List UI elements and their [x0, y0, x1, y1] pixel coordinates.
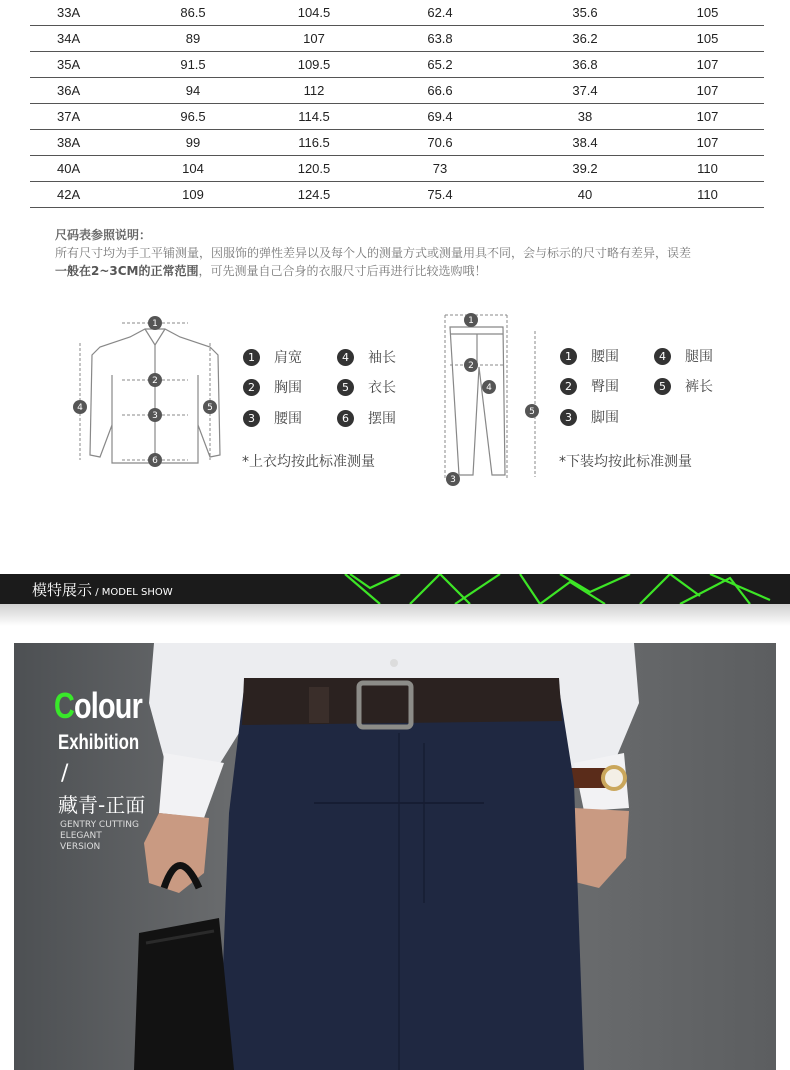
svg-text:3: 3	[450, 475, 456, 485]
svg-text:4: 4	[77, 403, 83, 413]
shirt-legend-label: 袖长	[368, 350, 396, 366]
number-badge: 3	[560, 409, 577, 426]
table-cell: 73	[432, 161, 448, 176]
table-row	[30, 78, 764, 104]
number-badge: 5	[654, 378, 671, 395]
heading-slash: /	[61, 761, 69, 786]
size-table	[30, 0, 764, 208]
table-cell: 114.5	[298, 109, 330, 124]
table-cell: 86.5	[180, 5, 206, 20]
banner-shadow	[0, 604, 790, 626]
table-cell: 107	[696, 109, 719, 124]
table-cell: 63.8	[427, 31, 453, 46]
shirt-legend-6	[337, 408, 396, 428]
number-badge: 2	[243, 379, 260, 396]
pants-legend-label: 裤长	[685, 379, 713, 395]
pants-legend-label: 腿围	[685, 349, 713, 365]
table-cell: 75.4	[427, 187, 453, 202]
table-cell: 89	[185, 31, 201, 46]
tagline-line: VERSION	[60, 842, 101, 852]
shirt-legend-5	[337, 377, 396, 397]
shirt-legend-label: 摆围	[368, 411, 396, 427]
table-row	[30, 130, 764, 156]
table-row	[30, 0, 764, 26]
model-show-banner	[0, 574, 790, 604]
number-badge: 2	[560, 378, 577, 395]
table-row	[30, 26, 764, 52]
table-cell: 109.5	[297, 57, 331, 72]
number-badge: 4	[337, 349, 354, 366]
pants-legend-1	[560, 346, 619, 366]
colour-heading	[54, 685, 142, 727]
table-cell: 38	[577, 109, 593, 124]
pants-footnote: *下装均按此标准测量	[559, 454, 692, 470]
table-cell: 37.4	[572, 83, 598, 98]
table-cell: 110	[697, 187, 718, 202]
shirt-diagram-icon	[70, 315, 240, 495]
svg-text:6: 6	[152, 456, 158, 466]
table-cell: 40A	[57, 161, 81, 176]
table-cell: 99	[185, 135, 201, 150]
table-cell: 112	[303, 83, 325, 98]
table-cell: 36.2	[572, 31, 598, 46]
shirt-legend-label: 肩宽	[274, 350, 302, 366]
table-cell: 110	[697, 161, 718, 176]
colour-heading-first-letter: C	[54, 685, 74, 726]
pants-diagram-icon	[435, 307, 555, 492]
model-photo	[14, 643, 776, 1070]
table-cell: 120.5	[297, 161, 331, 176]
svg-text:5: 5	[529, 407, 535, 417]
table-cell: 65.2	[427, 57, 453, 72]
table-cell: 104.5	[297, 5, 331, 20]
table-cell: 38.4	[572, 135, 598, 150]
number-badge: 1	[243, 349, 260, 366]
table-cell: 35A	[57, 57, 81, 72]
table-cell: 91.5	[180, 57, 206, 72]
table-row	[30, 104, 764, 130]
table-cell: 107	[303, 31, 325, 46]
banner-pattern-icon	[330, 574, 790, 604]
table-cell: 69.4	[427, 109, 453, 124]
svg-text:1: 1	[468, 316, 474, 326]
table-cell: 109	[182, 187, 204, 202]
shirt-footnote: *上衣均按此标准测量	[242, 454, 375, 470]
svg-text:1: 1	[152, 319, 158, 329]
table-cell: 70.6	[427, 135, 453, 150]
size-note-tolerance: 一般在2~3CM的正常范围	[55, 264, 199, 278]
table-cell: 107	[696, 83, 719, 98]
shirt-legend-4	[337, 347, 396, 367]
measurement-diagram	[60, 305, 760, 505]
tagline	[60, 820, 180, 853]
banner-subtitle: / MODEL SHOW	[92, 587, 173, 598]
table-cell: 62.4	[427, 5, 453, 20]
table-cell: 33A	[57, 5, 81, 20]
color-name: 藏青-正面	[58, 793, 146, 817]
table-row	[30, 156, 764, 182]
number-badge: 3	[243, 410, 260, 427]
table-cell: 34A	[57, 31, 81, 46]
pants-legend-label: 脚围	[591, 410, 619, 426]
table-cell: 94	[185, 83, 201, 98]
table-cell: 35.6	[572, 5, 598, 20]
tagline-line: GENTRY CUTTING	[60, 820, 139, 830]
table-cell: 37A	[57, 109, 81, 124]
table-cell: 124.5	[297, 187, 331, 202]
size-note-title: 尺码表参照说明：	[55, 228, 152, 242]
table-cell: 107	[696, 57, 719, 72]
pants-legend-3	[560, 407, 619, 427]
size-note-line1: 所有尺寸均为手工平铺测量，因服饰的弹性差异以及每个人的测量方式或测量用具不同，会与标示的尺寸略有差异，误差	[55, 246, 692, 260]
pants-legend-2	[560, 376, 619, 396]
size-note	[55, 226, 755, 280]
table-cell: 107	[696, 135, 719, 150]
number-badge: 5	[337, 379, 354, 396]
table-cell: 116.5	[298, 135, 330, 150]
shirt-legend-1	[243, 347, 302, 367]
table-cell: 105	[696, 31, 719, 46]
svg-text:4: 4	[486, 383, 492, 393]
pants-legend-label: 腰围	[591, 349, 619, 365]
table-cell: 96.5	[180, 109, 206, 124]
shirt-legend-label: 胸围	[274, 380, 302, 396]
table-cell: 39.2	[572, 161, 598, 176]
tagline-line: ELEGANT	[60, 831, 102, 841]
exhibition-heading: Exhibition	[58, 731, 140, 754]
shirt-legend-3	[243, 408, 302, 428]
svg-text:2: 2	[152, 376, 158, 386]
size-note-line2: ，可先测量自己合身的衣服尺寸后再进行比较选购哦！	[198, 264, 487, 278]
shirt-legend-2	[243, 377, 302, 397]
svg-text:2: 2	[468, 361, 474, 371]
table-cell: 42A	[57, 187, 81, 202]
svg-text:3: 3	[152, 411, 158, 421]
colour-heading-rest: olour	[74, 685, 142, 726]
table-cell: 104	[182, 161, 204, 176]
number-badge: 6	[337, 410, 354, 427]
table-cell: 36A	[57, 83, 81, 98]
number-badge: 4	[654, 348, 671, 365]
pants-legend-4	[654, 346, 713, 366]
svg-text:5: 5	[207, 403, 213, 413]
table-row	[30, 182, 764, 208]
banner-title-text: 模特展示	[32, 581, 93, 599]
shirt-legend-label: 衣长	[368, 380, 396, 396]
table-cell: 105	[696, 5, 719, 20]
banner-title	[32, 579, 173, 600]
table-cell: 36.8	[572, 57, 598, 72]
shirt-legend-label: 腰围	[274, 411, 302, 427]
pants-legend-label: 臀围	[591, 379, 619, 395]
table-row	[30, 52, 764, 78]
table-cell: 40	[577, 187, 593, 202]
table-cell: 66.6	[427, 83, 453, 98]
table-cell: 38A	[57, 135, 81, 150]
number-badge: 1	[560, 348, 577, 365]
pants-legend-5	[654, 376, 713, 396]
